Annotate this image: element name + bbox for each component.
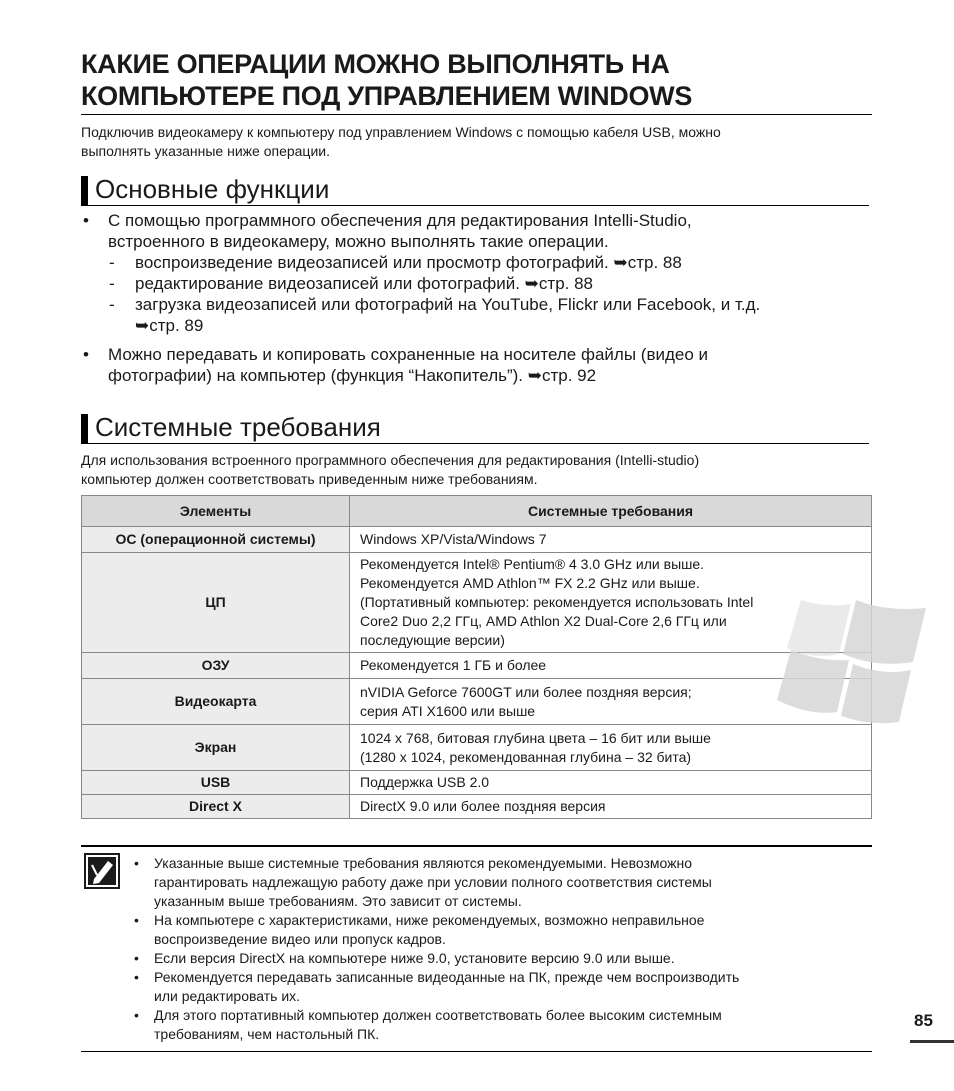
row-requirement: [350, 527, 872, 553]
row-requirement: [350, 653, 872, 679]
column-header-requirements: Системные требования: [350, 496, 872, 527]
sub-item-text: воспроизведение видеозаписей или просмотр фотографий. ➥стр. 88: [135, 253, 682, 272]
note-pencil-icon: [84, 853, 120, 889]
table-row: [82, 553, 872, 653]
section-heading-basic: [81, 173, 869, 206]
page-title: КАКИЕ ОПЕРАЦИИ МОЖНО ВЫПОЛНЯТЬ НА КОМПЬЮТЕРЕ ПОД УПРАВЛЕНИЕМ WINDOWS: [81, 48, 872, 115]
bullet-mark: •: [134, 969, 139, 985]
row-item: ОС (операционной системы): [82, 527, 350, 553]
sub-item-text: загрузка видеозаписей или фотографий на YouTube, Flickr или Facebook, и т.д. ➥стр. 89: [135, 295, 761, 335]
note-text: Для этого портативный компьютер должен соответствовать более высоким системным требованиям, чем настольный ПК.: [154, 1007, 722, 1042]
bullet-text: С помощью программного обеспечения для редактирования Intelli-Studio, встроенного в видеокамеру, можно выполнять такие операции.: [108, 211, 692, 251]
note-item: [133, 968, 868, 1006]
row-item: ЦП: [82, 553, 350, 653]
bullet-mark: •: [83, 211, 89, 230]
page-number: 85: [914, 1011, 933, 1030]
row-requirement: [350, 771, 872, 795]
column-header-items: Элементы: [82, 496, 350, 527]
table-row: [82, 527, 872, 553]
table-row: [82, 725, 872, 771]
note-text: На компьютере с характеристиками, ниже рекомендуемых, возможно неправильное воспроизведение видео или пропуск кадров.: [154, 912, 705, 947]
requirement-text: Рекомендуется Intel® Pentium® 4 3.0 GHz или выше. Рекомендуется AMD Athlon™ FX 2.2 GHz или выше. (Портативный компьютер: рекомендуется использовать Intel Core2 Duo 2,2 ГГц, AMD Athlon X2 Dual-Core 2,6 ГГц или последующие версии): [360, 556, 754, 648]
row-requirement: [350, 795, 872, 819]
row-item: Экран: [82, 725, 350, 771]
requirement-text: Рекомендуется 1 ГБ и более: [360, 657, 547, 673]
notes-list: [133, 854, 868, 1044]
section-heading-basic-text: Основные функции: [95, 174, 330, 204]
heading-bar: [81, 176, 88, 205]
note-text: Если версия DirectX на компьютере ниже 9.0, установите версию 9.0 или выше.: [154, 950, 675, 966]
notes-box: [81, 845, 872, 1052]
note-item: [133, 949, 868, 968]
sub-list-item: [81, 273, 872, 294]
dash-mark: -: [109, 253, 115, 272]
section-heading-system: [81, 411, 869, 444]
sub-item-text: редактирование видеозаписей или фотографий. ➥стр. 88: [135, 274, 594, 293]
row-item: ОЗУ: [82, 653, 350, 679]
note-text: Рекомендуется передавать записанные видеоданные на ПК, прежде чем воспроизводить или редактировать их.: [154, 969, 740, 1004]
table-row: [82, 679, 872, 725]
row-requirement: [350, 725, 872, 771]
sub-list-item: [81, 294, 872, 336]
note-text: Указанные выше системные требования являются рекомендуемыми. Невозможно гарантировать надлежащую работу даже при условии полного соответствия системы указанным выше требованиям. Это зависит от системы.: [154, 855, 712, 909]
dash-mark: -: [109, 295, 115, 314]
table-row: [82, 653, 872, 679]
bullet-mark: •: [83, 345, 89, 364]
requirement-text: Поддержка USB 2.0: [360, 774, 490, 790]
bullet-text: Можно передавать и копировать сохраненные на носителе файлы (видео и фотографии) на компьютер (функция “Накопитель”). ➥стр. 92: [108, 345, 709, 385]
row-item: Direct X: [82, 795, 350, 819]
bullet-mark: •: [134, 912, 139, 928]
section-heading-system-text: Системные требования: [95, 412, 381, 442]
list-item: [81, 344, 872, 386]
requirement-text: Windows XP/Vista/Windows 7: [360, 531, 547, 547]
sub-list-item: [81, 252, 872, 273]
bullet-mark: •: [134, 950, 139, 966]
heading-bar: [81, 414, 88, 443]
row-item: USB: [82, 771, 350, 795]
requirement-text: nVIDIA Geforce 7600GT или более поздняя версия; серия ATI X1600 или выше: [360, 683, 692, 719]
table-header-row: [82, 496, 872, 527]
requirements-intro: Для использования встроенного программного обеспечения для редактирования (Intelli-studio) компьютер должен соответствовать приведенным ниже требованиям.: [81, 452, 700, 487]
row-requirement: [350, 679, 872, 725]
requirement-text: 1024 x 768, битовая глубина цвета – 16 бит или выше (1280 x 1024, рекомендованная глубина – 32 бита): [360, 729, 711, 765]
basic-functions-list: [81, 210, 872, 386]
intro-text: Подключив видеокамеру к компьютеру под управлением Windows с помощью кабеля USB, можно выполнять указанные ниже операции.: [81, 124, 721, 159]
table-row: [82, 795, 872, 819]
bullet-mark: •: [134, 1007, 139, 1023]
row-item: Видеокарта: [82, 679, 350, 725]
note-item: [133, 854, 868, 911]
page-number-underline: [910, 1040, 954, 1043]
requirements-table: [81, 495, 872, 819]
bullet-mark: •: [134, 855, 139, 871]
dash-mark: -: [109, 274, 115, 293]
table-row: [82, 771, 872, 795]
list-item: [81, 210, 872, 252]
requirement-text: DirectX 9.0 или более поздняя версия: [360, 798, 606, 814]
note-item: [133, 911, 868, 949]
row-requirement: [350, 553, 872, 653]
note-item: [133, 1006, 868, 1044]
